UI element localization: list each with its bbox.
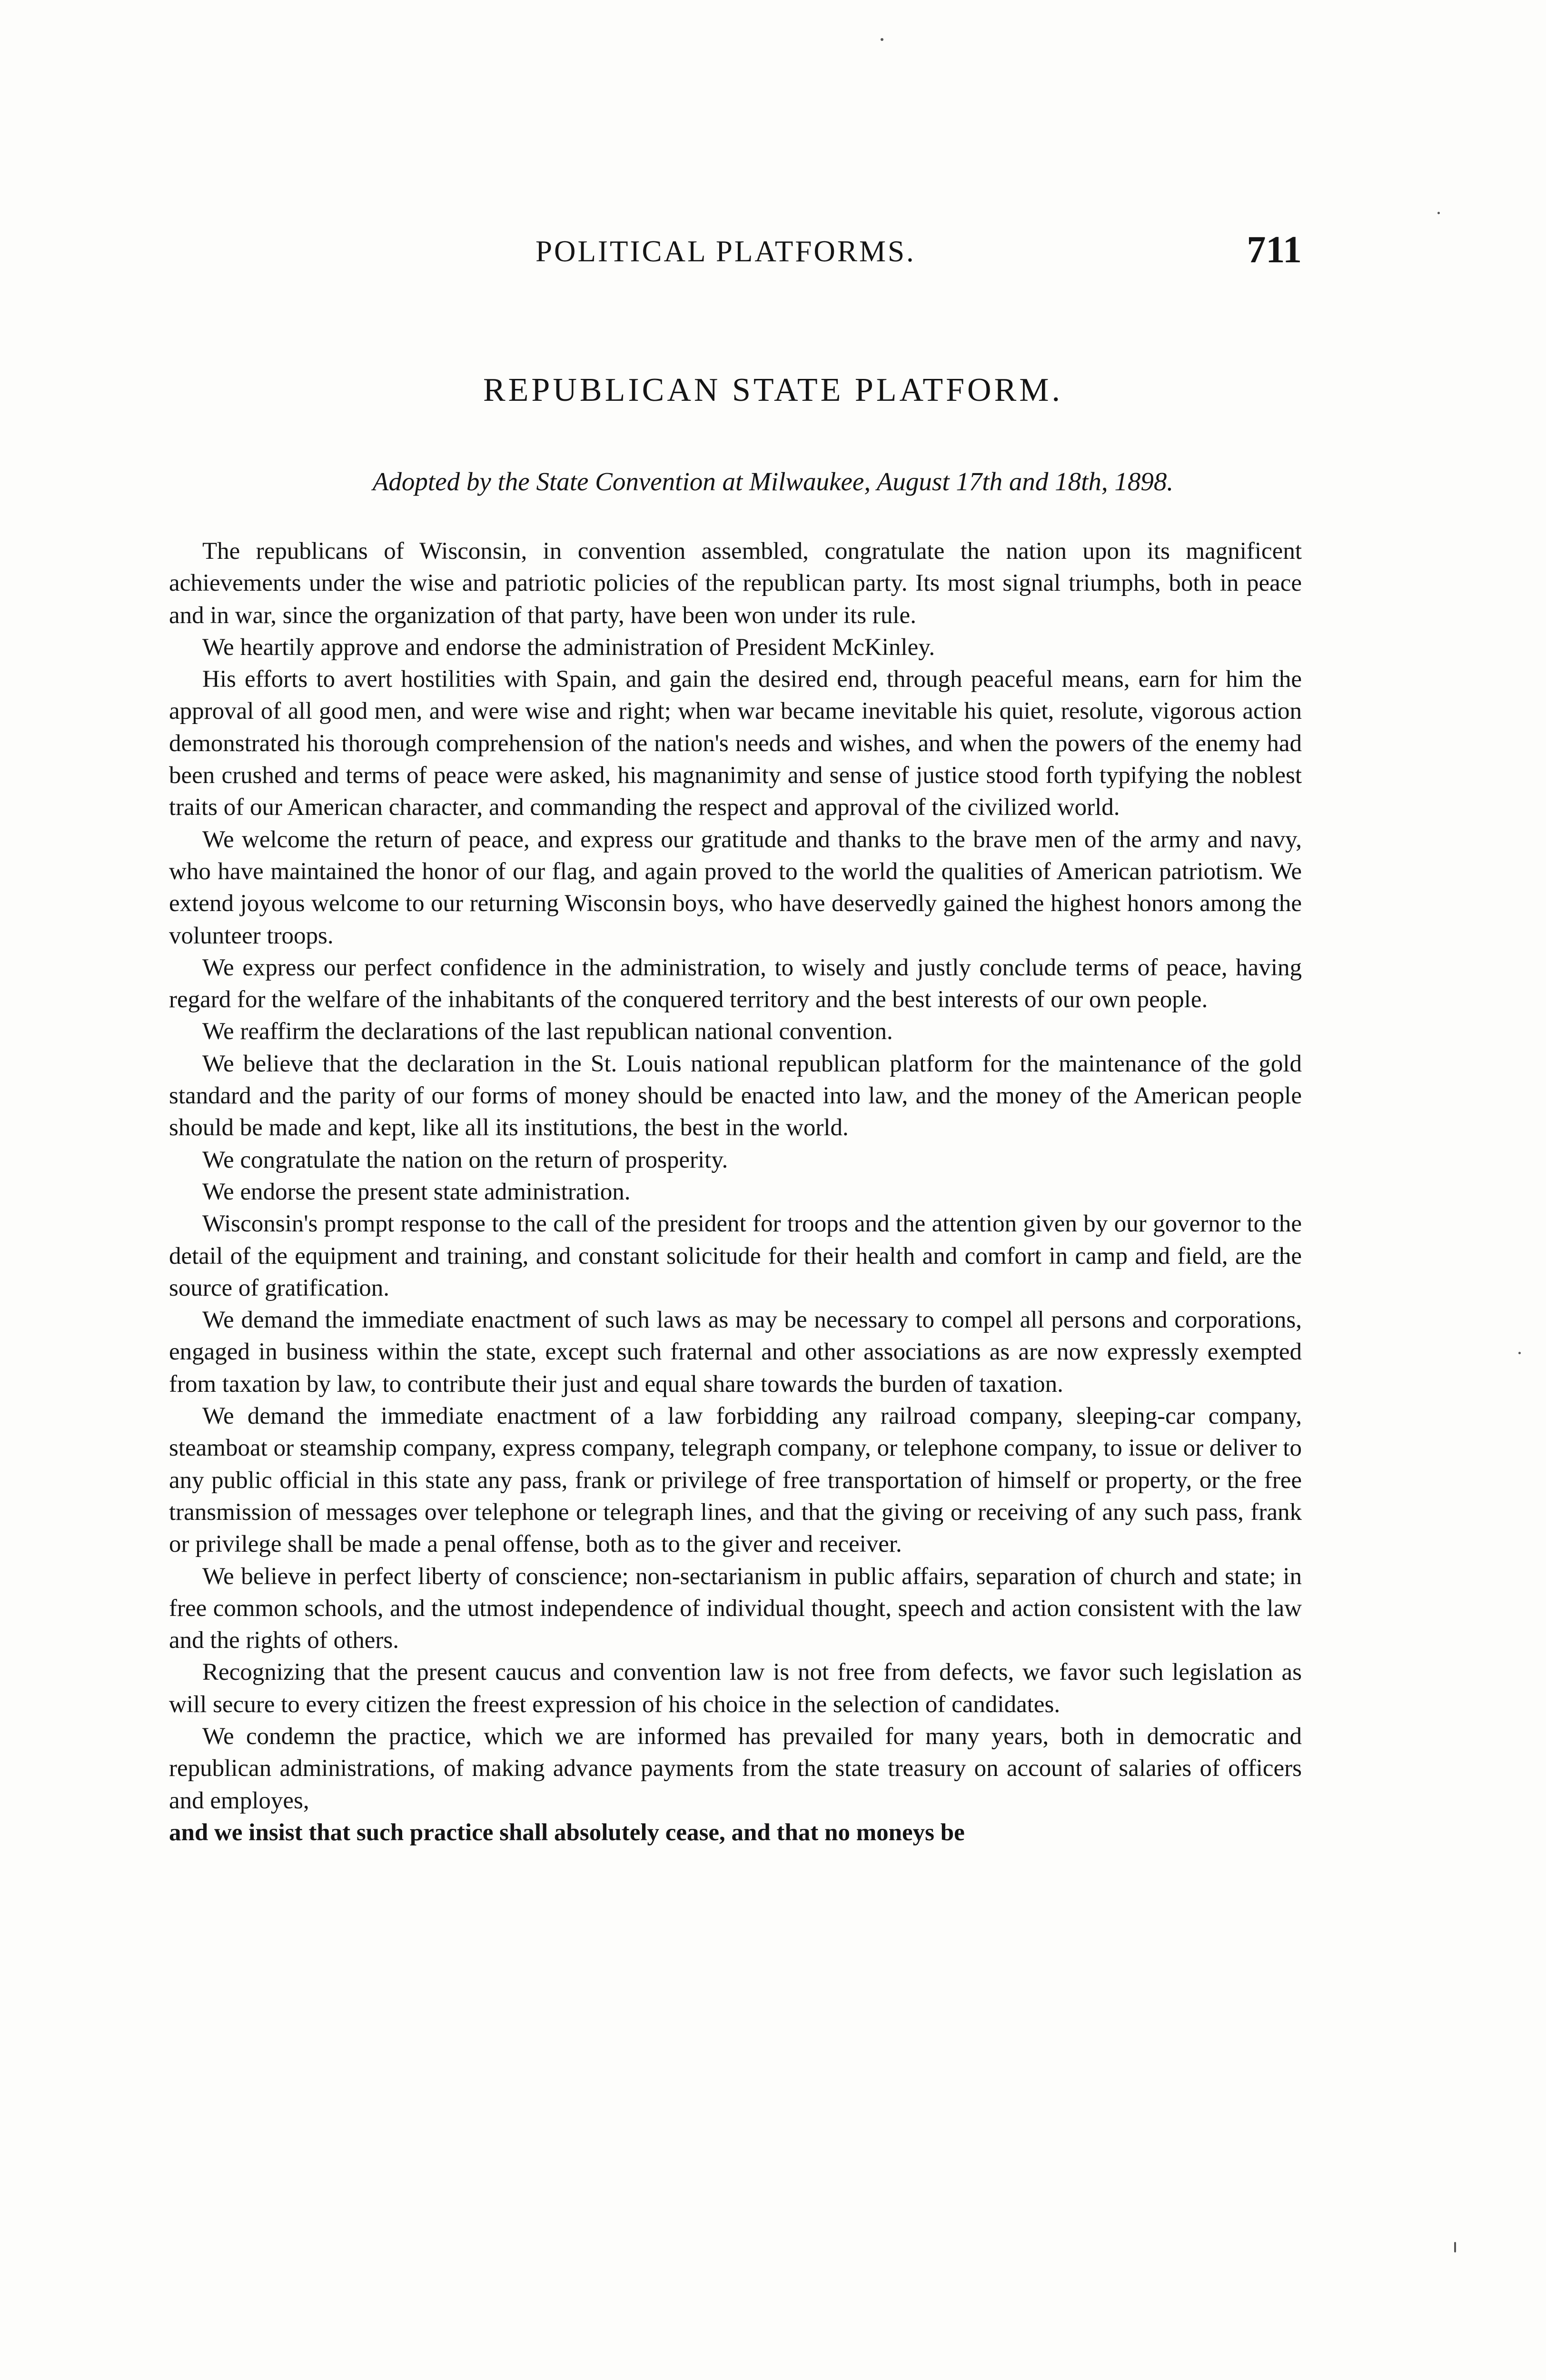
running-title: POLITICAL PLATFORMS.: [535, 235, 916, 268]
paragraph-16-continuation: and we insist that such practice shall absolutely cease, and that no moneys be: [169, 1819, 965, 1846]
document-subtitle: Adopted by the State Convention at Milwaukee, August 17th and 18th, 1898.: [372, 467, 1174, 496]
paragraph-6: We reaffirm the declarations of the last republican national convention.: [202, 1018, 893, 1045]
paragraph-15: We condemn the practice, which we are informed has prevailed for many years, both in democratic and republican administrations, of making advance payments from the state treasury on account of salaries of officers and employes,: [169, 1723, 1302, 1814]
paragraph-8: We congratulate the nation on the return of prosperity.: [202, 1146, 728, 1173]
scan-speck: [881, 38, 883, 41]
page-header: [169, 224, 1302, 281]
platform-body: [169, 536, 1302, 1849]
paragraph-2: We heartily approve and endorse the administration of President McKinley.: [202, 634, 935, 661]
paragraph-14: Recognizing that the present caucus and convention law is not free from defects, we favor such legislation as will secure to every citizen the freest expression of his choice in the selection of candidates.: [169, 1659, 1302, 1718]
page-number: 711: [1247, 229, 1302, 271]
paragraph-13: We believe in perfect liberty of conscience; non-sectarianism in public affairs, separation of church and state; in free common schools, and the utmost independence of individual thought, speech and action consistent with the law and the rights of others.: [169, 1563, 1302, 1654]
scan-speck: [1518, 1352, 1521, 1354]
paragraph-5: We express our perfect confidence in the administration, to wisely and justly conclude terms of peace, having regard for the welfare of the inhabitants of the conquered territory and the best interests of our own people.: [169, 954, 1302, 1013]
paragraph-9: We endorse the present state administration.: [202, 1178, 631, 1205]
paragraph-11: We demand the immediate enactment of such laws as may be necessary to compel all persons and corporations, engaged in business within the state, except such fraternal and other associations as are now expressly exempted from taxation by law, to contribute their just and equal share towards the burden of taxation.: [169, 1307, 1302, 1398]
paragraph-12: We demand the immediate enactment of a law forbidding any railroad company, sleeping-car company, steamboat or steamship company, express company, telegraph company, or telephone company, to issue or deliver to any public official in this state any pass, frank or privilege of free transportation of himself or property, or the free transmission of messages over telephone or telegraph lines, and that the giving or receiving of any such pass, frank or privilege shall be made a penal offense, both as to the giver and receiver.: [169, 1403, 1302, 1558]
scan-speck: [1437, 212, 1440, 214]
paragraph-4: We welcome the return of peace, and express our gratitude and thanks to the brave men of the army and navy, who have maintained the honor of our flag, and again proved to the world the qualities of American patriotism. We extend joyous welcome to our returning Wisconsin boys, who have deservedly gained the highest honors among the volunteer troops.: [169, 826, 1302, 949]
paragraph-1: The republicans of Wisconsin, in convention assembled, congratulate the nation upon its magnificent achievements under the wise and patriotic policies of the republican party. Its most signal triumphs, both in peace and in war, since the organization of that party, have been won under its rule.: [169, 538, 1302, 629]
paragraph-3: His efforts to avert hostilities with Spain, and gain the desired end, through peaceful means, earn for him the approval of all good men, and were wise and right; when war became inevitable his quiet, resolute, vigorous action demonstrated his thorough comprehension of the nation's needs and wishes, and when the powers of the enemy had been crushed and terms of peace were asked, his magnanimity and sense of justice stood forth typifying the noblest traits of our American character, and commanding the respect and approval of the civilized world.: [169, 666, 1302, 821]
scan-speck: [1454, 2242, 1456, 2252]
document-title: REPUBLICAN STATE PLATFORM.: [483, 372, 1063, 408]
paragraph-7: We believe that the declaration in the St. Louis national republican platform for the maintenance of the gold standard and the parity of our forms of money should be enacted into law, and the money of the American people should be made and kept, like all its institutions, the best in the world.: [169, 1050, 1302, 1141]
paragraph-10: Wisconsin's prompt response to the call of the president for troops and the attention given by our governor to the detail of the equipment and training, and constant solicitude for their health and comfort in camp and field, are the source of gratification.: [169, 1210, 1302, 1301]
